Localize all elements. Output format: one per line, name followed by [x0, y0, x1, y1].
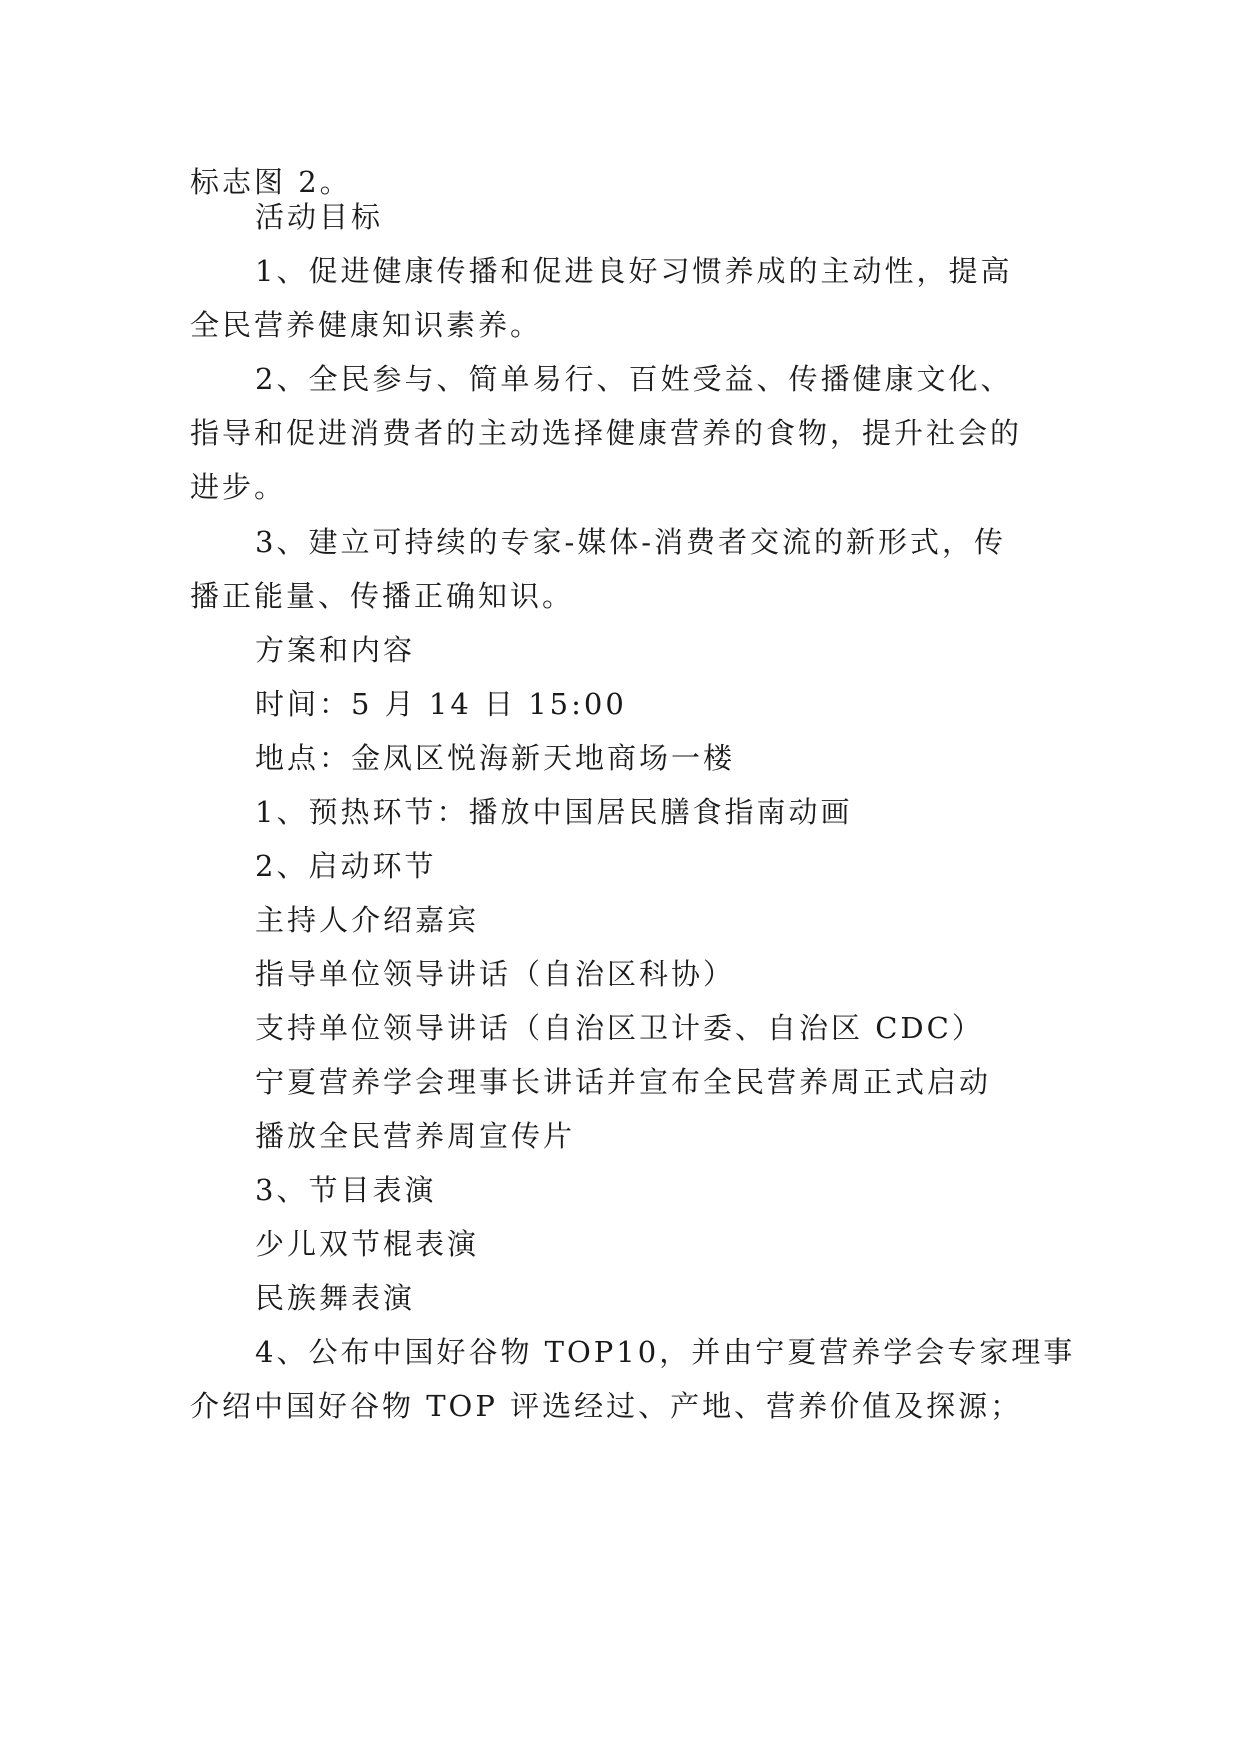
text-line-20: 3、节目表演 — [255, 1173, 437, 1207]
text-line-18: 宁夏营养学会理事长讲话并宣布全民营养周正式启动 — [255, 1065, 992, 1099]
text-line-17: 支持单位领导讲话（自治区卫计委、自治区 CDC） — [255, 1011, 984, 1045]
text-line-4: 全民营养健康知识素养。 — [190, 308, 543, 342]
text-line-14: 2、启动环节 — [255, 849, 437, 883]
text-line-3: 1、促进健康传播和促进良好习惯养成的主动性，提高 — [255, 254, 1013, 288]
section-heading-plan-content: 方案和内容 — [255, 633, 416, 667]
text-line-24: 介绍中国好谷物 TOP 评选经过、产地、营养价值及探源； — [190, 1389, 1023, 1423]
text-line-21: 少儿双节棍表演 — [255, 1227, 480, 1261]
text-line-5: 2、全民参与、简单易行、百姓受益、传播健康文化、 — [255, 362, 1013, 396]
text-line-7: 进步。 — [190, 470, 287, 504]
text-line-8: 3、建立可持续的专家-媒体-消费者交流的新形式，传 — [255, 525, 1007, 559]
event-time: 时间：5 月 14 日 15:00 — [255, 687, 627, 721]
text-line-19: 播放全民营养周宣传片 — [255, 1119, 576, 1153]
section-heading-activity-goals: 活动目标 — [255, 200, 384, 234]
text-line-23: 4、公布中国好谷物 TOP10，并由宁夏营养学会专家理事 — [255, 1335, 1076, 1369]
text-line-1: 标志图 2。 — [190, 165, 352, 199]
text-line-6: 指导和促进消费者的主动选择健康营养的食物，提升社会的 — [190, 416, 1023, 450]
text-line-22: 民族舞表演 — [255, 1281, 416, 1315]
event-location: 地点：金凤区悦海新天地商场一楼 — [255, 741, 736, 775]
text-line-13: 1、预热环节：播放中国居民膳食指南动画 — [255, 795, 853, 829]
text-line-15: 主持人介绍嘉宾 — [255, 903, 480, 937]
text-line-9: 播正能量、传播正确知识。 — [190, 579, 575, 613]
text-line-16: 指导单位领导讲话（自治区科协） — [255, 957, 736, 991]
